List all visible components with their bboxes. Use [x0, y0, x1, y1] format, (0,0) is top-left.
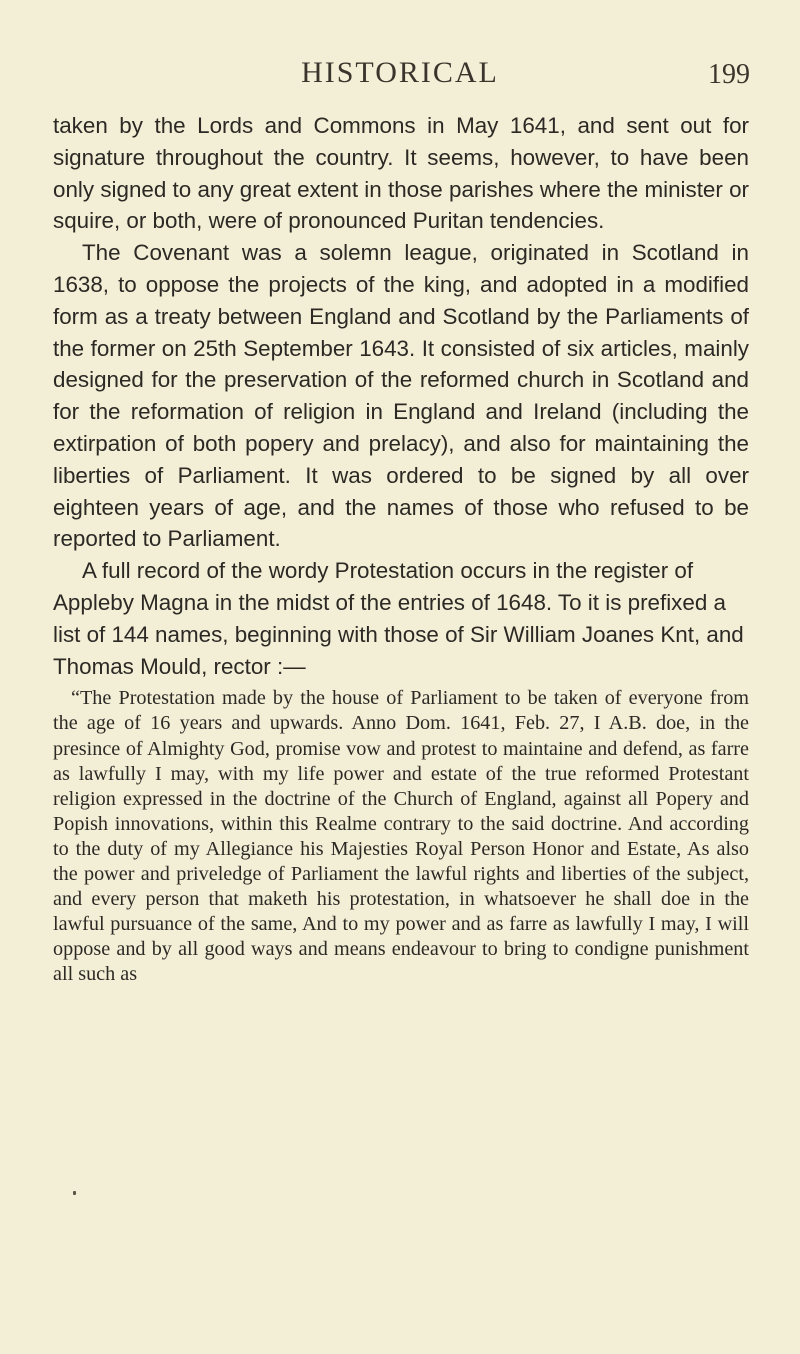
protestation-quote: “The Protestation made by the house of Parliament to be taken of everyone from the age of 16 years and upwards. Anno Dom. 1641, Feb. 27, I A.B. doe, in the presince of Almighty God, promise vow and protest to maintaine and defend, as farre as lawfully I may, with my life power and estate of the true reformed Protestant religion expressed in the doctrine of the Church of England, against all Popery and Popish innovations, within this Realme contrary to the said doctrine. And according to the duty of my Allegiance his Majesties Royal Person Honor and Estate, As also the power and priveledge of Parliament the lawful rights and liberties of the subject, and every person that maketh his protestation, in whatsoever he shall doe in the lawful pursuance of the same, And to my power and as farre as lawfully I may, I will oppose and by all good ways and means endeavour to bring to condigne punishment all such as — [53, 687, 749, 986]
paragraph-3: A full record of the wordy Protestation occurs in the register of Appleby Magna in the midst of the entries of 1648. To it is prefixed a list of 144 names, beginning with those of Sir William Joanes Knt, and Thomas Mould, rector :— — [53, 558, 744, 679]
print-speck — [73, 1191, 76, 1195]
page-number: 199 — [708, 59, 750, 90]
running-head — [40, 56, 760, 92]
paragraph-2: The Covenant was a solemn league, originated in Scotland in 1638, to oppose the projects of the king, and adopted in a modified form as a treaty between England and Scotland by the Parliaments of the former on 25th September 1643. It consisted of six articles, mainly designed for the preservation of the reformed church in Scotland and for the reformation of religion in England and Ireland (including the extirpation of both popery and prelacy), and also for maintaining the liberties of Parliament. It was ordered to be signed by all over eighteen years of age, and the names of those who refused to be reported to Parliament. — [53, 240, 749, 552]
paragraph-1: taken by the Lords and Commons in May 1641, and sent out for signature throughout the country. It seems, however, to have been only signed to any great extent in those parishes where the minister or squire, or both, were of pronounced Puritan tendencies. — [53, 113, 749, 234]
running-title: HISTORICAL — [301, 56, 499, 89]
body-text — [53, 110, 749, 987]
